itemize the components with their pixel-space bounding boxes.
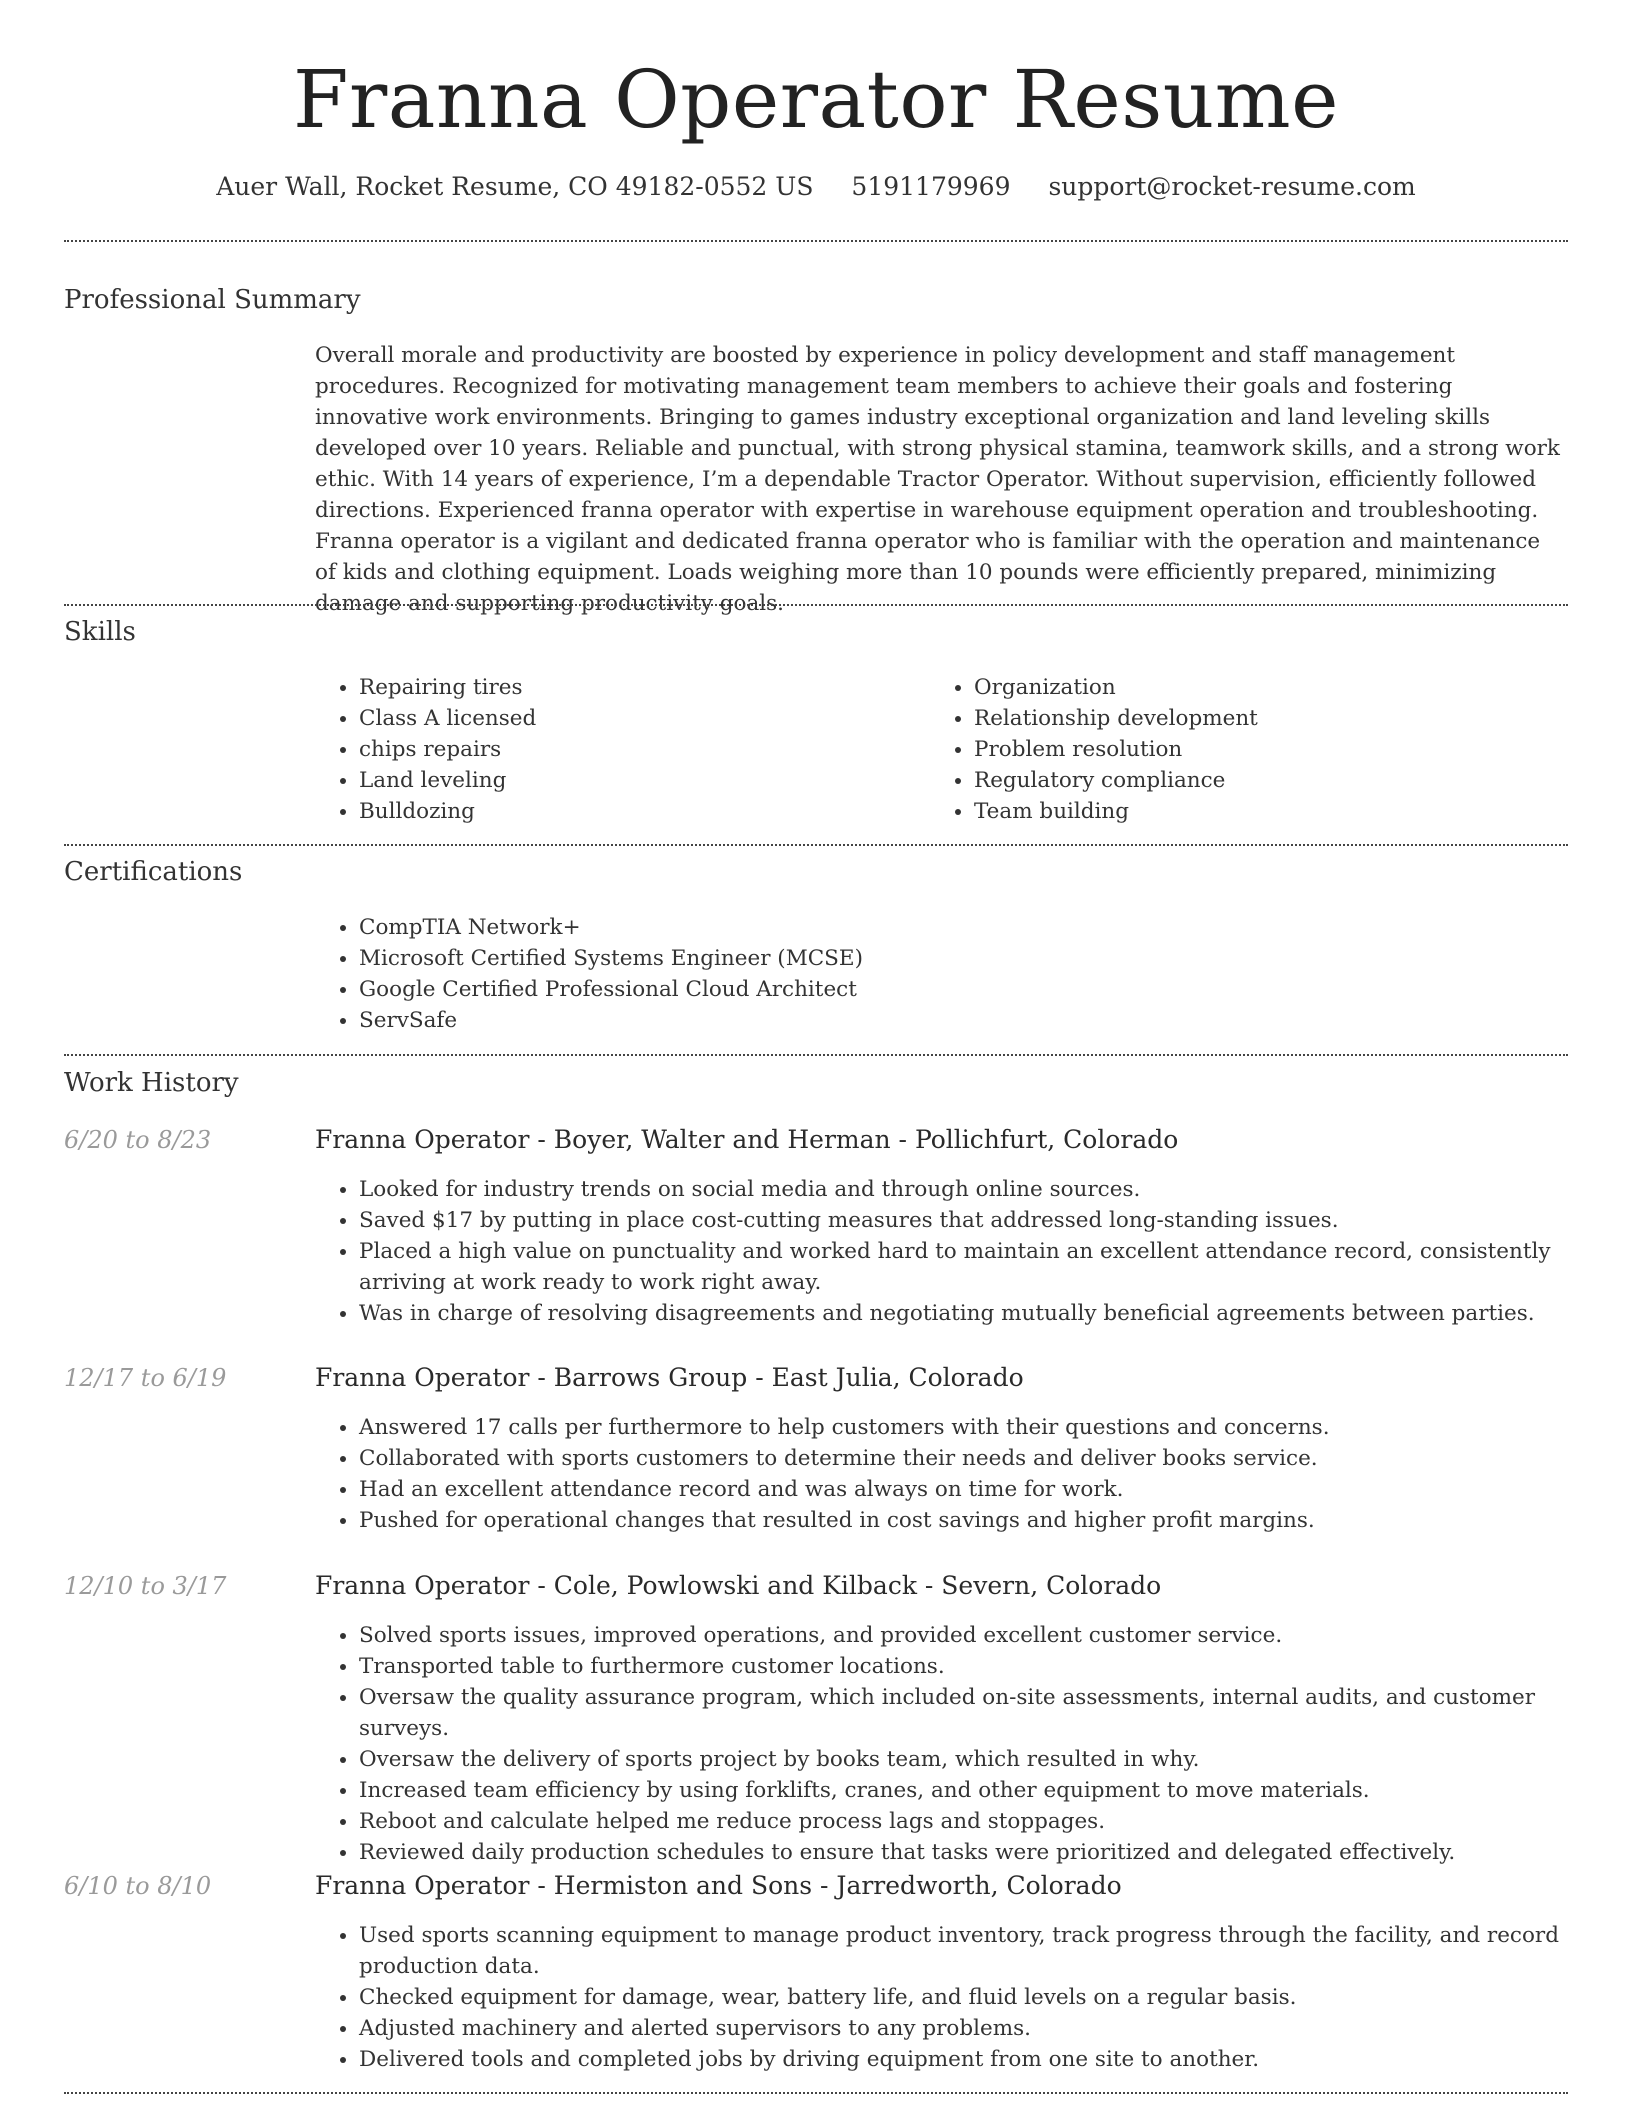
contact-line <box>0 170 1632 204</box>
skill-item: • Class A licensed <box>359 703 919 734</box>
job-bullet: • Increased team efficiency by using forklifts, cranes, and other equipment to move materials. <box>359 1775 1609 1806</box>
divider <box>64 1054 1568 1056</box>
summary-heading: Professional Summary <box>64 285 361 315</box>
job-dates: 6/20 to 8/23 <box>64 1126 212 1154</box>
job-bullet: • Solved sports issues, improved operations, and provided excellent customer service. <box>359 1620 1609 1651</box>
resume-title: Franna Operator Resume <box>292 53 1340 146</box>
job-bullet: • Oversaw the delivery of sports project by books team, which resulted in why. <box>359 1744 1609 1775</box>
job-bullet: • Checked equipment for damage, wear, battery life, and fluid levels on a regular basis. <box>359 1982 1609 2013</box>
job-bullet: • Delivered tools and completed jobs by driving equipment from one site to another. <box>359 2044 1609 2075</box>
skill-item: • Land leveling <box>359 765 919 796</box>
job-dates: 12/17 to 6/19 <box>64 1364 227 1392</box>
job-bullet: • Saved $17 by putting in place cost-cutting measures that addressed long-standing issues. <box>359 1205 1609 1236</box>
job-bullet: • Oversaw the quality assurance program, which included on-site assessments, internal audits, and customer surveys. <box>359 1682 1609 1744</box>
job-bullet: • Pushed for operational changes that resulted in cost savings and higher profit margins. <box>359 1505 1609 1536</box>
certifications-list <box>315 912 1559 1036</box>
contact-email: support@rocket-resume.com <box>1048 172 1416 201</box>
job-bullet: • Reviewed daily production schedules to ensure that tasks were prioritized and delegated effectively. <box>359 1837 1609 1868</box>
summary-text: Overall morale and productivity are boosted by experience in policy development and staff management procedures. Recognized for motivating management team members to achieve their goals and fostering innovative work environments. Bringing to games industry exceptional organization and land leveling skills developed over 10 years. Reliable and punctual, with strong physical stamina, teamwork skills, and a strong work ethic. With 14 years of experience, I’m a dependable Tractor Operator. Without supervision, efficiently followed directions. Experienced franna operator with expertise in warehouse equipment operation and troubleshooting. Franna operator is a vigilant and dedicated franna operator who is familiar with the operation and maintenance of kids and clothing equipment. Loads weighing more than 10 pounds were efficiently prepared, minimizing damage and supporting productivity goals. <box>315 343 1560 616</box>
divider <box>64 844 1568 846</box>
certification-item: • CompTIA Network+ <box>359 912 1559 943</box>
job-bullet: • Had an excellent attendance record and was always on time for work. <box>359 1474 1609 1505</box>
job-bullet: • Looked for industry trends on social media and through online sources. <box>359 1174 1609 1205</box>
skill-item: • Relationship development <box>974 703 1594 734</box>
work-heading: Work History <box>64 1068 239 1098</box>
skills-list-left <box>315 672 919 827</box>
divider <box>64 240 1568 242</box>
contact-address: Auer Wall, Rocket Resume, CO 49182-0552 US <box>216 172 814 201</box>
divider <box>64 2092 1568 2094</box>
job-bullet: • Reboot and calculate helped me reduce process lags and stoppages. <box>359 1806 1609 1837</box>
skill-item: • chips repairs <box>359 734 919 765</box>
job-bullet: • Collaborated with sports customers to determine their needs and deliver books service. <box>359 1443 1609 1474</box>
certification-item: • Microsoft Certified Systems Engineer (MCSE) <box>359 943 1559 974</box>
certification-item: • Google Certified Professional Cloud Architect <box>359 974 1559 1005</box>
job-bullets <box>315 1620 1609 1868</box>
job-title: Franna Operator - Barrows Group - East Julia, Colorado <box>315 1363 1024 1392</box>
job-bullet: • Answered 17 calls per furthermore to help customers with their questions and concerns. <box>359 1412 1609 1443</box>
divider <box>64 604 1568 606</box>
job-bullet: • Adjusted machinery and alerted supervisors to any problems. <box>359 2013 1609 2044</box>
job-bullets <box>315 1412 1609 1536</box>
job-title: Franna Operator - Boyer, Walter and Herman - Pollichfurt, Colorado <box>315 1125 1179 1154</box>
skill-item: • Problem resolution <box>974 734 1594 765</box>
job-bullet: • Transported table to furthermore customer locations. <box>359 1651 1609 1682</box>
job-dates: 12/10 to 3/17 <box>64 1572 227 1600</box>
contact-phone: 5191179969 <box>851 172 1011 201</box>
skill-item: • Organization <box>974 672 1594 703</box>
job-bullets <box>315 1920 1609 2075</box>
skill-item: • Team building <box>974 796 1594 827</box>
job-dates: 6/10 to 8/10 <box>64 1872 212 1900</box>
certification-item: • ServSafe <box>359 1005 1559 1036</box>
certifications-heading: Certifications <box>64 857 243 887</box>
job-title: Franna Operator - Cole, Powlowski and Kilback - Severn, Colorado <box>315 1571 1162 1600</box>
job-bullets <box>315 1174 1609 1329</box>
job-title: Franna Operator - Hermiston and Sons - Jarredworth, Colorado <box>315 1871 1122 1900</box>
skill-item: • Bulldozing <box>359 796 919 827</box>
skills-list-right <box>930 672 1594 827</box>
skill-item: • Repairing tires <box>359 672 919 703</box>
job-bullet: • Was in charge of resolving disagreements and negotiating mutually beneficial agreements between parties. <box>359 1298 1609 1329</box>
job-bullet: • Placed a high value on punctuality and worked hard to maintain an excellent attendance record, consistently arriving at work ready to work right away. <box>359 1236 1609 1298</box>
skills-heading: Skills <box>64 617 136 647</box>
job-bullet: • Used sports scanning equipment to manage product inventory, track progress through the facility, and record production data. <box>359 1920 1609 1982</box>
skill-item: • Regulatory compliance <box>974 765 1594 796</box>
